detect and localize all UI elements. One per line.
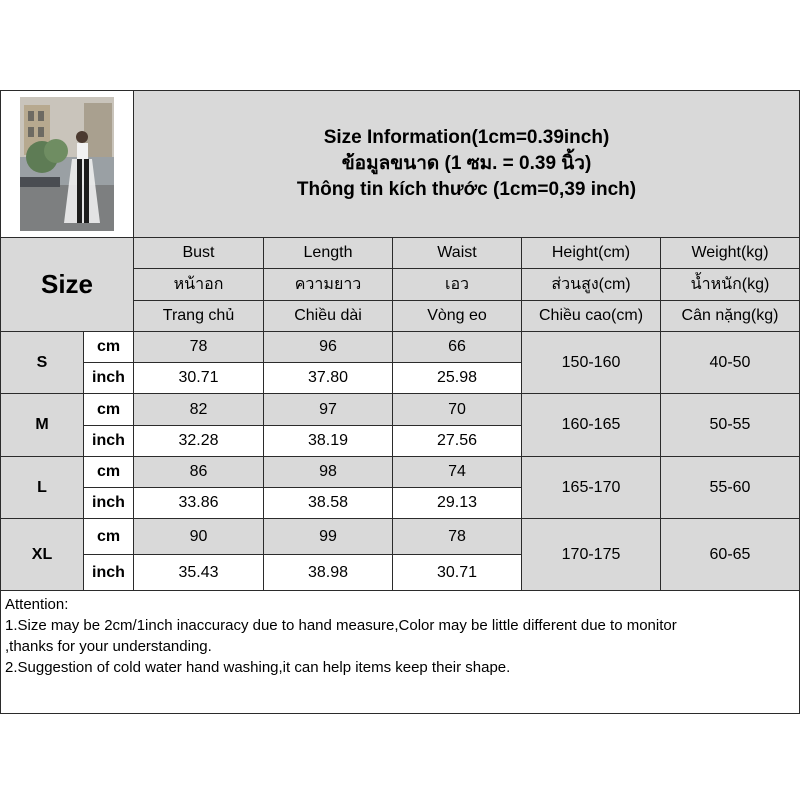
xl-waist-cm: 78 [392, 518, 522, 555]
unit-inch: inch [83, 487, 134, 519]
l-length-cm: 98 [263, 456, 393, 488]
unit-cm: cm [83, 518, 134, 555]
title-vi: Thông tin kích thước (1cm=0,39 inch) [296, 179, 637, 200]
header-waist-en: Waist [392, 237, 522, 269]
m-height: 160-165 [521, 393, 661, 457]
size-l-label: L [0, 456, 84, 519]
l-waist-cm: 74 [392, 456, 522, 488]
s-length-inch: 37.80 [263, 362, 393, 394]
l-weight: 55-60 [660, 456, 800, 519]
header-height-vi: Chiều cao(cm) [521, 300, 661, 332]
size-m-label: M [0, 393, 84, 457]
s-length-cm: 96 [263, 331, 393, 363]
unit-cm: cm [83, 331, 134, 363]
header-bust-vi: Trang chủ [133, 300, 264, 332]
m-weight: 50-55 [660, 393, 800, 457]
l-length-inch: 38.58 [263, 487, 393, 519]
xl-waist-inch: 30.71 [392, 554, 522, 591]
header-weight-en: Weight(kg) [660, 237, 800, 269]
s-height: 150-160 [521, 331, 661, 394]
l-height: 165-170 [521, 456, 661, 519]
title-cell [133, 90, 800, 238]
xl-weight: 60-65 [660, 518, 800, 591]
m-length-inch: 38.19 [263, 425, 393, 457]
s-waist-cm: 66 [392, 331, 522, 363]
unit-inch: inch [83, 554, 134, 591]
s-bust-cm: 78 [133, 331, 264, 363]
header-weight-th: น้ำหนัก(kg) [660, 268, 800, 301]
xl-bust-cm: 90 [133, 518, 264, 555]
l-waist-inch: 29.13 [392, 487, 522, 519]
xl-height: 170-175 [521, 518, 661, 591]
header-bust-en: Bust [133, 237, 264, 269]
s-bust-inch: 30.71 [133, 362, 264, 394]
xl-length-cm: 99 [263, 518, 393, 555]
unit-cm: cm [83, 456, 134, 488]
header-weight-vi: Cân nặng(kg) [660, 300, 800, 332]
note-2: 2.Suggestion of cold water hand washing,it can help items keep their shape. [5, 659, 511, 676]
size-header: Size [0, 237, 134, 332]
header-length-vi: Chiều dài [263, 300, 393, 332]
m-waist-cm: 70 [392, 393, 522, 426]
l-bust-cm: 86 [133, 456, 264, 488]
header-height-th: ส่วนสูง(cm) [521, 268, 661, 301]
attention-heading: Attention: [5, 596, 69, 613]
m-bust-cm: 82 [133, 393, 264, 426]
s-weight: 40-50 [660, 331, 800, 394]
m-length-cm: 97 [263, 393, 393, 426]
unit-inch: inch [83, 362, 134, 394]
xl-length-inch: 38.98 [263, 554, 393, 591]
header-length-en: Length [263, 237, 393, 269]
unit-cm: cm [83, 393, 134, 426]
title-en: Size Information(1cm=0.39inch) [323, 127, 610, 148]
xl-bust-inch: 35.43 [133, 554, 264, 591]
l-bust-inch: 33.86 [133, 487, 264, 519]
size-chart [0, 90, 800, 715]
m-bust-inch: 32.28 [133, 425, 264, 457]
note-1: 1.Size may be 2cm/1inch inaccuracy due to hand measure,Color may be little different due to monitor [5, 617, 677, 634]
m-waist-inch: 27.56 [392, 425, 522, 457]
title-th: ข้อมูลขนาด (1 ซม. = 0.39 นิ้ว) [341, 153, 592, 174]
attention-notes [0, 590, 800, 714]
header-length-th: ความยาว [263, 268, 393, 301]
product-photo [20, 97, 114, 231]
header-bust-th: หน้าอก [133, 268, 264, 301]
size-xl-label: XL [0, 518, 84, 591]
unit-inch: inch [83, 425, 134, 457]
header-waist-th: เอว [392, 268, 522, 301]
header-waist-vi: Vòng eo [392, 300, 522, 332]
product-photo-cell [0, 90, 134, 238]
size-s-label: S [0, 331, 84, 394]
header-height-en: Height(cm) [521, 237, 661, 269]
s-waist-inch: 25.98 [392, 362, 522, 394]
note-1-continued: ,thanks for your understanding. [5, 638, 212, 655]
